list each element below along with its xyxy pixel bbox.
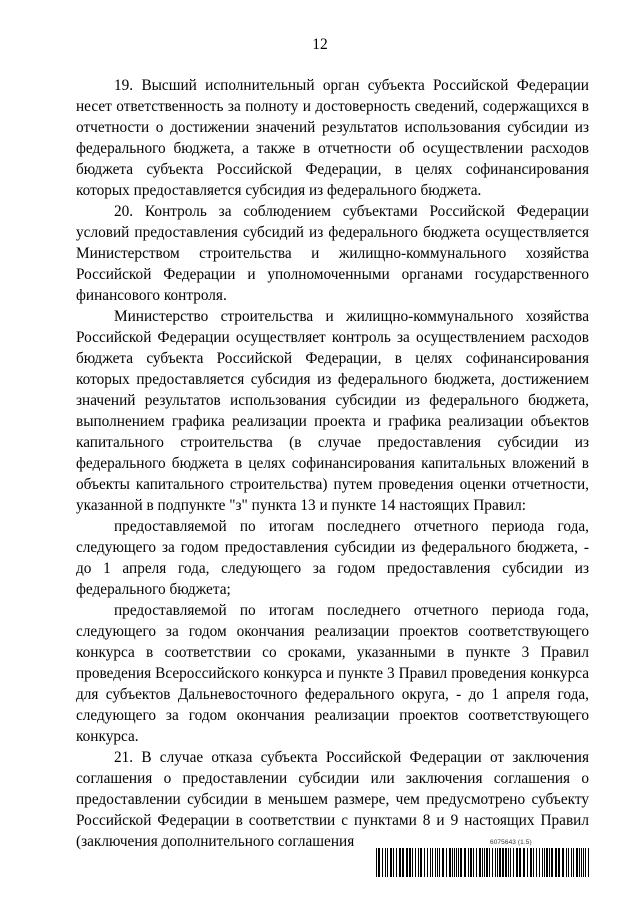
paragraph-ministry-control: Министерство строительства и жилищно-коммунального хозяйства Российской Федерации осуществляет контроль за осуществлением расходов бюджета субъекта Российской Федерации, в целях софинансирования которых предоставляется субсидия из федерального бюджета, достижением значений результатов использования субсидии из федерального бюджета, выполнением графика реализации проекта и графика реализации объектов капитального строительства (в случае предоставления субсидии из федерального бюджета в целях софинансирования капитальных вложений в объекты капитального строительства) путем проведения оценки отчетности, указанной в подпункте "з" пункта 13 и пункте 14 настоящих Правил: bbox=[76, 308, 589, 514]
paragraph-21: 21. В случае отказа субъекта Российской Федерации от заключения соглашения о предоставлении субсидии или заключения соглашения о предоставлении субсидии в меньшем размере, чем предусмотрено субъекту Российской Федерации в соответствии с пунктами 8 и 9 настоящих Правил (заключения дополнительного соглашения bbox=[76, 749, 589, 850]
document-body bbox=[76, 75, 589, 852]
paragraph-20: 20. Контроль за соблюдением субъектами Российской Федерации условий предоставления субсидий из федерального бюджета осуществляется Министерством строительства и жилищно-коммунального хозяйства Российской Федерации и уполномоченными органами государственного финансового контроля. bbox=[76, 203, 589, 304]
paragraph-19: 19. Высший исполнительный орган субъекта Российской Федерации несет ответственность за полноту и достоверность сведений, содержащихся в отчетности о достижении значений результатов использования субсидии из федерального бюджета, а также в отчетности об осуществлении расходов бюджета субъекта Российской Федерации, в целях софинансирования которых предоставляется субсидия из федерального бюджета. bbox=[76, 77, 589, 199]
paragraph-reporting-period-1: предоставляемой по итогам последнего отчетного периода года, следующего за годом предоставления субсидии из федерального бюджета, - до 1 апреля года, следующего за годом предоставления субсидии из федерального бюджета; bbox=[76, 518, 589, 598]
document-code: 6075643 (1.5) bbox=[490, 839, 532, 846]
barcode bbox=[376, 848, 590, 877]
page-number: 12 bbox=[312, 36, 328, 53]
paragraph-reporting-period-2: предоставляемой по итогам последнего отчетного периода года, следующего за годом окончания реализации проектов соответствующего конкурса в соответствии со сроками, указанными в пункте 3 Правил проведения Всероссийского конкурса и пункте 3 Правил проведения конкурса для субъектов Дальневосточного федерального округа, - до 1 апреля года, следующего за годом окончания реализации проектов соответствующего конкурса. bbox=[76, 602, 589, 745]
